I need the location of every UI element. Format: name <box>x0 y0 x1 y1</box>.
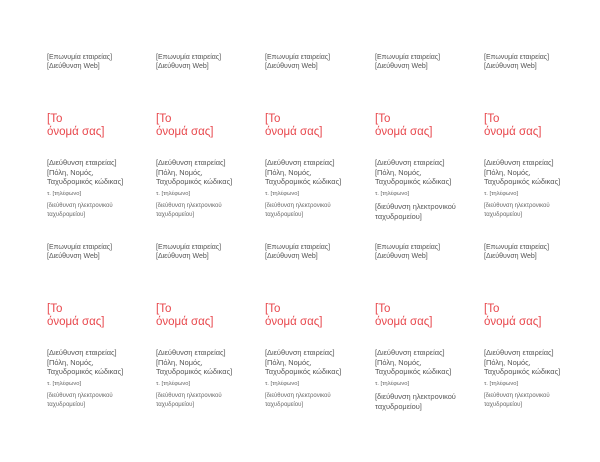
business-card <box>47 53 153 243</box>
email-block <box>484 392 550 410</box>
email-line1: [διεύθυνση ηλεκτρονικού <box>265 203 331 209</box>
address-block <box>265 348 341 377</box>
phone: τ. [τηλέφωνο] <box>375 191 410 197</box>
address-line2: [Πόλη, Νομός, <box>156 357 203 367</box>
business-card <box>265 53 371 243</box>
person-name-line2: όνομά σας] <box>47 126 105 138</box>
email-line2: ταχυδρομείου] <box>484 212 523 218</box>
email-block <box>156 392 222 410</box>
email-line1: [διεύθυνση ηλεκτρονικού <box>484 393 550 399</box>
person-name-line1: [Το <box>375 303 391 315</box>
person-name <box>156 113 214 139</box>
email-line1: [διεύθυνση ηλεκτρονικού <box>265 393 331 399</box>
address-line3: Ταχυδρομικός κώδικας] <box>265 177 342 186</box>
address-block <box>47 348 123 377</box>
email-line1: [διεύθυνση ηλεκτρονικού <box>484 203 550 209</box>
address-line1: [Διεύθυνση εταιρείας] <box>156 158 226 167</box>
phone: τ. [τηλέφωνο] <box>156 381 191 387</box>
email-line2: ταχυδρομείου] <box>484 402 523 408</box>
web-address: [Διεύθυνση Web] <box>156 63 209 70</box>
person-name-line1: [Το <box>484 113 500 125</box>
business-card <box>156 53 262 243</box>
company-name: [Επωνυμία εταιρείας] <box>156 54 222 61</box>
address-line3: Ταχυδρομικός κώδικας] <box>375 177 452 186</box>
address-line3: Ταχυδρομικός κώδικας] <box>47 367 124 376</box>
company-name: [Επωνυμία εταιρείας] <box>47 54 113 61</box>
address-block <box>47 158 123 187</box>
company-name: [Επωνυμία εταιρείας] <box>484 54 550 61</box>
card-row <box>0 53 600 243</box>
email-block <box>375 202 456 221</box>
company-block <box>47 53 112 71</box>
person-name <box>375 303 433 329</box>
company-name: [Επωνυμία εταιρείας] <box>375 54 441 61</box>
phone: τ. [τηλέφωνο] <box>375 381 410 387</box>
email-line1: [διεύθυνση ηλεκτρονικού <box>375 392 456 401</box>
email-block <box>375 392 456 411</box>
email-line2: ταχυδρομείου] <box>47 402 86 408</box>
email-block <box>484 202 550 220</box>
company-name: [Επωνυμία εταιρείας] <box>47 244 113 251</box>
email-block <box>47 202 113 220</box>
person-name-line2: όνομά σας] <box>484 126 542 138</box>
email-line2: ταχυδρομείου] <box>156 212 195 218</box>
company-block <box>484 53 549 71</box>
email-line1: [διεύθυνση ηλεκτρονικού <box>156 393 222 399</box>
phone: τ. [τηλέφωνο] <box>265 191 300 197</box>
email-line2: ταχυδρομείου] <box>375 401 422 411</box>
person-name-line1: [Το <box>265 303 281 315</box>
address-line1: [Διεύθυνση εταιρείας] <box>47 348 117 357</box>
phone: τ. [τηλέφωνο] <box>47 191 82 197</box>
company-name: [Επωνυμία εταιρείας] <box>375 244 441 251</box>
business-card <box>484 53 590 243</box>
address-line2: [Πόλη, Νομός, <box>156 167 203 177</box>
company-block <box>265 53 330 71</box>
web-address: [Διεύθυνση Web] <box>265 253 318 260</box>
person-name <box>47 303 105 329</box>
address-block <box>156 348 232 377</box>
business-card <box>375 53 481 243</box>
business-card <box>375 243 481 433</box>
phone: τ. [τηλέφωνο] <box>484 381 519 387</box>
person-name <box>375 113 433 139</box>
address-line3: Ταχυδρομικός κώδικας] <box>47 177 124 186</box>
person-name-line1: [Το <box>47 303 63 315</box>
email-line2: ταχυδρομείου] <box>265 212 304 218</box>
address-line1: [Διεύθυνση εταιρείας] <box>156 348 226 357</box>
phone: τ. [τηλέφωνο] <box>265 381 300 387</box>
web-address: [Διεύθυνση Web] <box>265 63 318 70</box>
company-block <box>156 53 221 71</box>
person-name-line1: [Το <box>375 113 391 125</box>
company-name: [Επωνυμία εταιρείας] <box>156 244 222 251</box>
address-line1: [Διεύθυνση εταιρείας] <box>375 158 445 167</box>
address-line3: Ταχυδρομικός κώδικας] <box>484 367 561 376</box>
address-line2: [Πόλη, Νομός, <box>265 357 312 367</box>
address-line1: [Διεύθυνση εταιρείας] <box>484 348 554 357</box>
address-line3: Ταχυδρομικός κώδικας] <box>156 177 233 186</box>
address-line2: [Πόλη, Νομός, <box>47 357 94 367</box>
phone: τ. [τηλέφωνο] <box>484 191 519 197</box>
company-block <box>484 243 549 261</box>
email-line2: ταχυδρομείου] <box>47 212 86 218</box>
address-line2: [Πόλη, Νομός, <box>484 167 531 177</box>
address-block <box>265 158 341 187</box>
person-name <box>156 303 214 329</box>
person-name <box>484 113 542 139</box>
web-address: [Διεύθυνση Web] <box>484 253 537 260</box>
address-block <box>156 158 232 187</box>
address-block <box>375 158 451 187</box>
person-name-line1: [Το <box>47 113 63 125</box>
address-line2: [Πόλη, Νομός, <box>265 167 312 177</box>
person-name-line2: όνομά σας] <box>47 316 105 328</box>
business-card <box>265 243 371 433</box>
address-line3: Ταχυδρομικός κώδικας] <box>156 367 233 376</box>
email-block <box>47 392 113 410</box>
address-block <box>375 348 451 377</box>
phone: τ. [τηλέφωνο] <box>156 191 191 197</box>
company-block <box>375 53 440 71</box>
phone: τ. [τηλέφωνο] <box>47 381 82 387</box>
person-name <box>47 113 105 139</box>
person-name <box>265 303 323 329</box>
address-line2: [Πόλη, Νομός, <box>484 357 531 367</box>
person-name-line2: όνομά σας] <box>156 126 214 138</box>
company-block <box>265 243 330 261</box>
email-line1: [διεύθυνση ηλεκτρονικού <box>47 393 113 399</box>
web-address: [Διεύθυνση Web] <box>375 63 428 70</box>
company-block <box>156 243 221 261</box>
address-line2: [Πόλη, Νομός, <box>47 167 94 177</box>
email-line1: [διεύθυνση ηλεκτρονικού <box>156 203 222 209</box>
person-name <box>265 113 323 139</box>
address-line1: [Διεύθυνση εταιρείας] <box>265 158 335 167</box>
web-address: [Διεύθυνση Web] <box>47 63 100 70</box>
person-name-line2: όνομά σας] <box>484 316 542 328</box>
person-name <box>484 303 542 329</box>
business-card <box>484 243 590 433</box>
address-line1: [Διεύθυνση εταιρείας] <box>484 158 554 167</box>
address-line3: Ταχυδρομικός κώδικας] <box>375 367 452 376</box>
address-line3: Ταχυδρομικός κώδικας] <box>265 367 342 376</box>
address-line2: [Πόλη, Νομός, <box>375 167 422 177</box>
address-block <box>484 158 560 187</box>
email-line1: [διεύθυνση ηλεκτρονικού <box>375 202 456 211</box>
person-name-line2: όνομά σας] <box>265 316 323 328</box>
company-name: [Επωνυμία εταιρείας] <box>265 54 331 61</box>
web-address: [Διεύθυνση Web] <box>375 253 428 260</box>
address-line1: [Διεύθυνση εταιρείας] <box>47 158 117 167</box>
person-name-line2: όνομά σας] <box>265 126 323 138</box>
person-name-line1: [Το <box>156 113 172 125</box>
web-address: [Διεύθυνση Web] <box>47 253 100 260</box>
person-name-line1: [Το <box>484 303 500 315</box>
business-card <box>156 243 262 433</box>
company-name: [Επωνυμία εταιρείας] <box>484 244 550 251</box>
email-line2: ταχυδρομείου] <box>265 402 304 408</box>
card-row <box>0 243 600 433</box>
email-line2: ταχυδρομείου] <box>156 402 195 408</box>
person-name-line2: όνομά σας] <box>375 316 433 328</box>
business-card <box>47 243 153 433</box>
email-block <box>265 392 331 410</box>
email-block <box>156 202 222 220</box>
address-line1: [Διεύθυνση εταιρείας] <box>375 348 445 357</box>
person-name-line2: όνομά σας] <box>375 126 433 138</box>
address-line3: Ταχυδρομικός κώδικας] <box>484 177 561 186</box>
company-block <box>47 243 112 261</box>
person-name-line1: [Το <box>265 113 281 125</box>
email-line2: ταχυδρομείου] <box>375 211 422 221</box>
company-block <box>375 243 440 261</box>
email-block <box>265 202 331 220</box>
company-name: [Επωνυμία εταιρείας] <box>265 244 331 251</box>
web-address: [Διεύθυνση Web] <box>156 253 209 260</box>
address-block <box>484 348 560 377</box>
address-line1: [Διεύθυνση εταιρείας] <box>265 348 335 357</box>
email-line1: [διεύθυνση ηλεκτρονικού <box>47 203 113 209</box>
person-name-line2: όνομά σας] <box>156 316 214 328</box>
web-address: [Διεύθυνση Web] <box>484 63 537 70</box>
person-name-line1: [Το <box>156 303 172 315</box>
address-line2: [Πόλη, Νομός, <box>375 357 422 367</box>
